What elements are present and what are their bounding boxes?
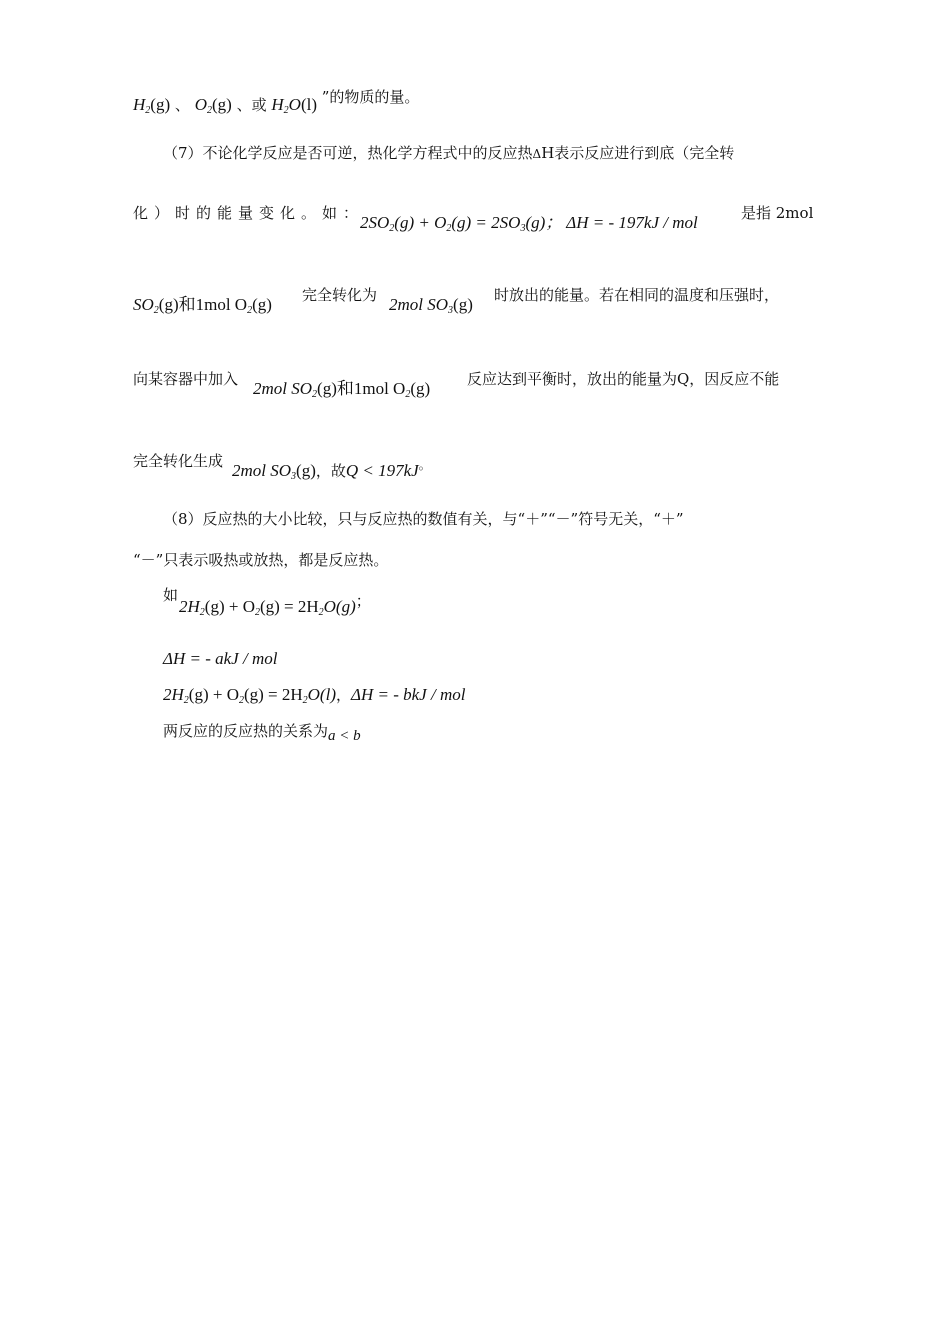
p8-relation: 两反应的反应热的关系为a < b bbox=[163, 722, 361, 744]
text: ”的物质的量。 bbox=[321, 88, 420, 106]
p7-line2: 化）时的能量变化。如： bbox=[133, 204, 365, 222]
p7-line3-mid: 完全转化为 bbox=[302, 286, 378, 304]
p7-line3: $SO_2(g)$和1mol $O_2(g)$ bbox=[133, 295, 272, 316]
p7-line4-eq: 2mol $SO_2(g)$和1mol $O_2(g)$ bbox=[253, 379, 431, 400]
p7-line4: 向某容器中加入 bbox=[133, 370, 239, 388]
p8-equation-a: $2H_2(g) + O_2(g) = 2H_2O(g)$； bbox=[179, 592, 371, 618]
sep: 、 bbox=[174, 96, 190, 114]
p8-example-ru: 如 bbox=[163, 586, 179, 604]
p8-line2: “－”只表示吸热或放热，都是反应热。 bbox=[133, 551, 389, 569]
formula-h2: $H_2(g)$ bbox=[133, 95, 171, 116]
p7-line3-tail: 时放出的能量。若在相同的温度和压强时， bbox=[494, 286, 780, 304]
p8-delta-a: ΔH = - akJ / mol bbox=[163, 649, 278, 668]
p7-line5-eq: 2mol $SO_3(g)$，故Q < 197kJ。 bbox=[232, 458, 431, 482]
sep: 、或 bbox=[236, 96, 267, 114]
formula-o2: $O_2(g)$ bbox=[194, 95, 232, 116]
p8-line1: （8）反应热的大小比较，只与反应热的数值有关，与“＋”“－”符号无关，“＋” bbox=[163, 510, 684, 528]
formula-h2o: $H_2O(l)$ bbox=[271, 95, 317, 116]
p8-equation-b: $2H_2(g) + O_2(g) = 2H_2O(l)$，ΔH = - bkJ / mol bbox=[163, 685, 466, 706]
p7-equation-so3: $2SO_2(g) + O_2(g) = 2SO_3(g)$； ΔH = - 197kJ / mol bbox=[360, 213, 698, 234]
p7-line5: 完全转化生成 bbox=[133, 452, 224, 470]
p7-line4-tail: 反应达到平衡时，放出的能量为Q，因反应不能 bbox=[467, 370, 780, 388]
line-h2-o2-h2o bbox=[133, 88, 420, 116]
p7-line3-so3: 2mol $SO_3(g)$ bbox=[389, 295, 473, 316]
p7-line1: （7）不论化学反应是否可逆，热化学方程式中的反应热ΔH表示反应进行到底（完全转 bbox=[163, 144, 735, 162]
p7-line2-tail: 是指 2mol bbox=[741, 204, 814, 222]
